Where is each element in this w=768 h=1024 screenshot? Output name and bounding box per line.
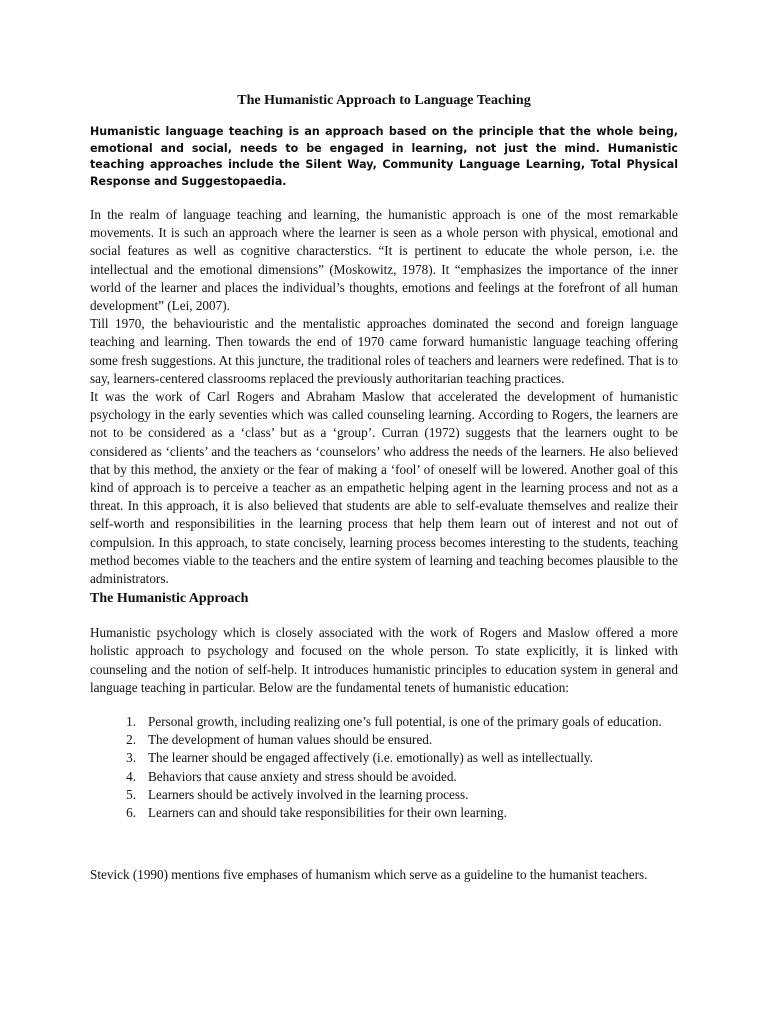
list-item — [90, 749, 678, 767]
paragraph-humanistic-psychology: Humanistic psychology which is closely associated with the work of Rogers and Maslow offered a more holistic approach to psychology and focused on the whole person. To state explicitly, it is linked with counseling and the notion of self-help. It introduces humanistic principles to education system in general and language teaching in particular. Below are the fundamental tenets of humanistic education: — [90, 625, 678, 695]
list-number: 3. — [126, 750, 136, 766]
tenets-list — [90, 713, 678, 822]
list-number: 4. — [126, 768, 136, 784]
list-number: 6. — [126, 805, 136, 821]
list-item — [90, 713, 678, 731]
list-item — [90, 768, 678, 786]
paragraph-history: Till 1970, the behaviouristic and the mentalistic approaches dominated the second and foreign language teaching and learning. Then towards the end of 1970 came forward humanistic language teaching offering some fresh suggestions. At this juncture, the traditional roles of teachers and learners were redefined. That is to say, learners-centered classrooms replaced the previously authoritarian teaching practices. — [90, 316, 678, 386]
list-item-text: Personal growth, including realizing one’s full potential, is one of the primary goals of education. — [148, 714, 662, 730]
list-number: 5. — [126, 786, 136, 802]
list-item-text: Learners can and should take responsibilities for their own learning. — [148, 805, 507, 821]
list-number: 2. — [126, 732, 136, 748]
list-item — [90, 731, 678, 749]
paragraph-intro: In the realm of language teaching and learning, the humanistic approach is one of the most remarkable movements. It is such an approach where the learner is seen as a whole person with physical, emotional and social features as well as cognitive characterstics. “It is pertinent to educate the whole person, i.e. the intellectual and the emotional dimensions” (Moskowitz, 1978). It “emphasizes the importance of the inner world of the learner and places the individual’s thoughts, emotions and feelings at the forefront of all human development” (Lei, 2007). — [90, 207, 678, 314]
list-item-text: Learners should be actively involved in the learning process. — [148, 786, 469, 802]
list-item — [90, 804, 678, 822]
document-title: The Humanistic Approach to Language Teaching — [237, 93, 531, 108]
list-item-text: The development of human values should be ensured. — [148, 732, 433, 748]
paragraph-stevick: Stevick (1990) mentions five emphases of humanism which serve as a guideline to the humanist teachers. — [90, 867, 648, 883]
document-page — [90, 92, 678, 885]
abstract: Humanistic language teaching is an approach based on the principle that the whole being, emotional and social, needs to be engaged in learning, not just the mind. Humanistic teaching approaches include the Silent Way, Community Language Learning, Total Physical Response and Suggestopaedia. — [90, 125, 678, 188]
list-item-text: The learner should be engaged affectively (i.e. emotionally) as well as intellectually. — [148, 750, 593, 766]
list-item-text: Behaviors that cause anxiety and stress should be avoided. — [148, 768, 457, 784]
section-heading: The Humanistic Approach — [90, 591, 249, 607]
list-item — [90, 786, 678, 804]
paragraph-rogers-maslow: It was the work of Carl Rogers and Abraham Maslow that accelerated the development of humanistic psychology in the early seventies which was called counseling learning. According to Rogers, the learners are not to be considered as a ‘class’ but as a ‘group’. Curran (1972) suggests that the learners ought to be considered as ‘clients’ and the teachers as ‘counselors’ who address the needs of the learners. He also believed that by this method, the anxiety or the fear of making a ‘fool’ of oneself will be lowered. Another goal of this kind of approach is to perceive a teacher as an empathetic helping agent in the learning process and not as a threat. In this approach, it is also believed that students are able to self-evaluate themselves and realize their self-worth and responsibilities in the learning process that help them learn out of interest and not out of compulsion. In this approach, to state concisely, learning process becomes interesting to the students, teaching method becomes viable to the teachers and the entire system of learning and teaching becomes plausible to the administrators. — [90, 389, 678, 587]
list-number: 1. — [126, 714, 136, 730]
